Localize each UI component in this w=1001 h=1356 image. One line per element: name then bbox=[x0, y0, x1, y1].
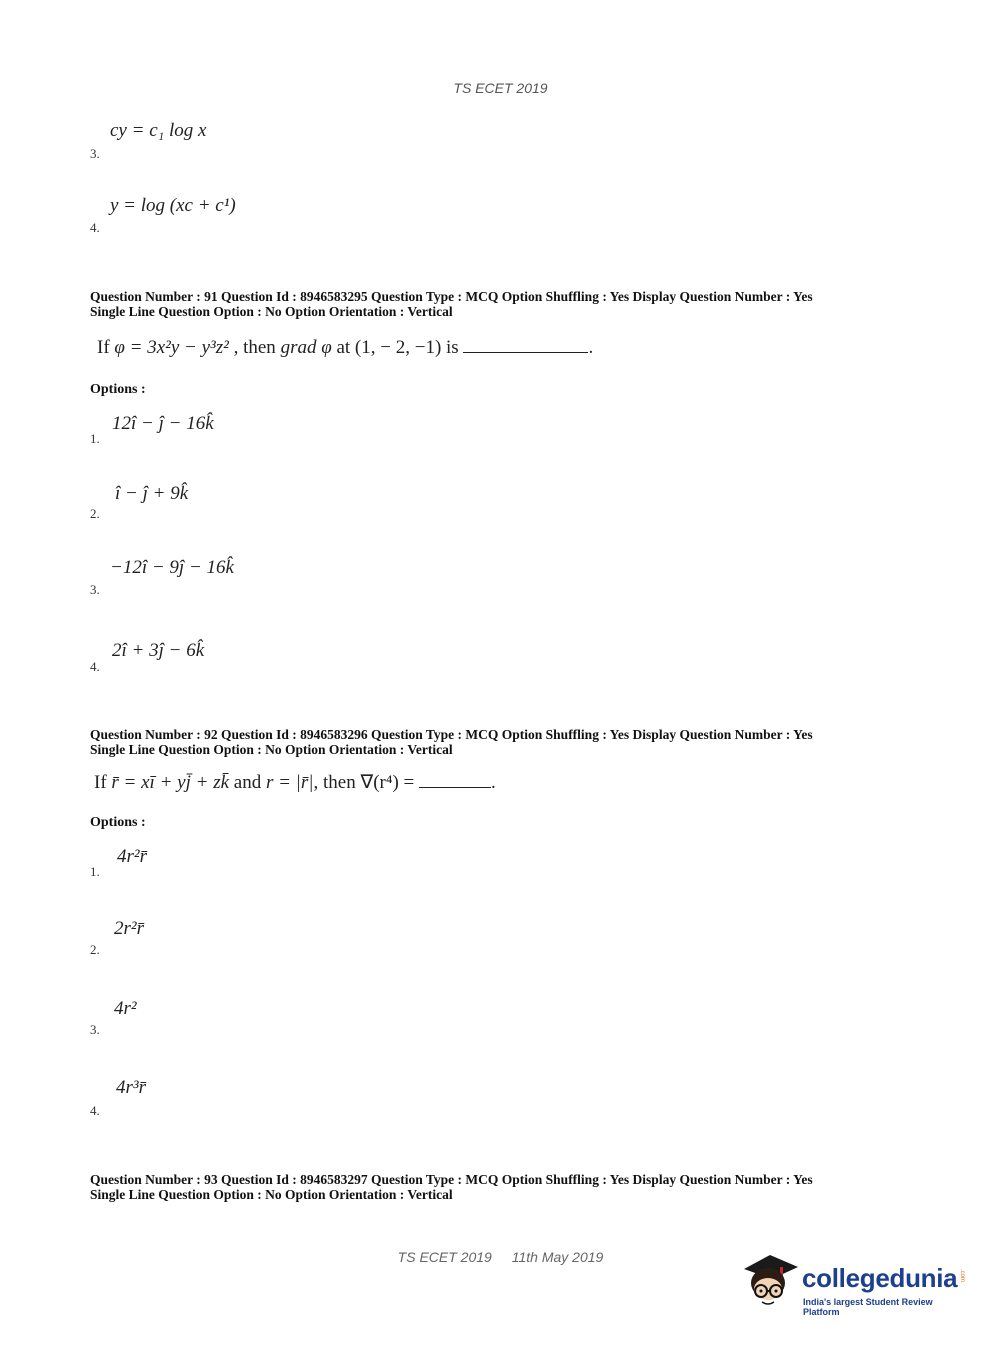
q92-meta-line2: Single Line Question Option : No Option Orientation : Vertical bbox=[90, 742, 453, 757]
page-header: TS ECET 2019 bbox=[453, 80, 548, 96]
q92-question-text bbox=[94, 771, 496, 794]
q92-option-2-expr: 2r²r̄ bbox=[114, 918, 144, 939]
q92-text-expr: r̄ = xī + yj̄ + zk̄ bbox=[111, 772, 230, 793]
q92-answer-blank bbox=[419, 786, 491, 788]
q92-option-3-expr: 4r² bbox=[114, 998, 137, 1019]
q91-text-expr: φ = 3x²y − y³z² bbox=[114, 337, 229, 358]
q91-option-4-num: 4. bbox=[90, 659, 100, 674]
logo-wordmark: collegedunia bbox=[802, 1263, 958, 1293]
logo-com: .com bbox=[959, 1269, 965, 1283]
q91-option-2-num: 2. bbox=[90, 506, 100, 521]
prev-option-4-expr: y = log (xc + c¹) bbox=[110, 195, 236, 216]
collegedunia-logo[interactable] bbox=[740, 1247, 970, 1317]
q92-text-and: and bbox=[233, 772, 262, 793]
mascot-icon bbox=[740, 1247, 802, 1313]
q91-option-2-expr: î − ĵ + 9k̂ bbox=[115, 483, 189, 504]
q91-text-at: at (1, − 2, −1) is bbox=[336, 337, 459, 358]
q91-option-3-num: 3. bbox=[90, 582, 100, 597]
q91-option-4-expr: 2î + 3ĵ − 6k̂ bbox=[112, 640, 205, 661]
q91-option-1-expr: 12î − ĵ − 16k̂ bbox=[112, 413, 214, 434]
prev-option-3-num: 3. bbox=[90, 146, 100, 161]
q92-meta-line1: Question Number : 92 Question Id : 8946583296 Question Type : MCQ Option Shuffling : Yes Display Question Number : Yes bbox=[90, 727, 813, 742]
q92-text-nabla: ∇(r⁴) = bbox=[360, 772, 415, 793]
footer-exam: TS ECET 2019 bbox=[397, 1249, 492, 1265]
q92-text-prefix: If bbox=[94, 772, 107, 793]
q92-option-1-expr: 4r²r̄ bbox=[117, 846, 147, 867]
q91-option-1-num: 1. bbox=[90, 431, 100, 446]
footer-date: 11th May 2019 bbox=[511, 1249, 604, 1265]
q91-text-mid: , then bbox=[233, 337, 276, 358]
q91-meta-line1: Question Number : 91 Question Id : 8946583295 Question Type : MCQ Option Shuffling : Yes Display Question Number : Yes bbox=[90, 289, 813, 304]
q93-meta-line2: Single Line Question Option : No Option Orientation : Vertical bbox=[90, 1187, 453, 1202]
q92-text-end: . bbox=[491, 772, 496, 793]
q92-text-then: , then bbox=[313, 772, 356, 793]
q92-option-1-num: 1. bbox=[90, 864, 100, 879]
q91-text-grad: grad φ bbox=[280, 337, 332, 358]
q92-option-3-num: 3. bbox=[90, 1022, 100, 1037]
q91-text-end: . bbox=[588, 337, 594, 358]
q92-text-r: r = |r̄| bbox=[265, 772, 314, 793]
q93-meta-line1: Question Number : 93 Question Id : 8946583297 Question Type : MCQ Option Shuffling : Yes Display Question Number : Yes bbox=[90, 1172, 813, 1187]
q91-text-prefix: If bbox=[97, 337, 110, 358]
q92-option-4-num: 4. bbox=[90, 1103, 100, 1118]
q91-options-label: Options : bbox=[90, 382, 146, 397]
q92-option-2-num: 2. bbox=[90, 942, 100, 957]
prev-option-3-expr: cy = c₁ log x bbox=[110, 120, 207, 141]
q92-option-4-expr: 4r³r̄ bbox=[116, 1077, 146, 1098]
logo-tagline: India's largest Student Review Platform bbox=[803, 1297, 933, 1317]
q91-question-text bbox=[97, 337, 593, 359]
q91-option-3-expr: −12î − 9ĵ − 16k̂ bbox=[110, 557, 234, 578]
prev-option-4-num: 4. bbox=[90, 220, 100, 235]
q92-options-label: Options : bbox=[90, 815, 146, 830]
q91-answer-blank bbox=[463, 351, 588, 353]
q91-meta-line2: Single Line Question Option : No Option Orientation : Vertical bbox=[90, 304, 453, 319]
